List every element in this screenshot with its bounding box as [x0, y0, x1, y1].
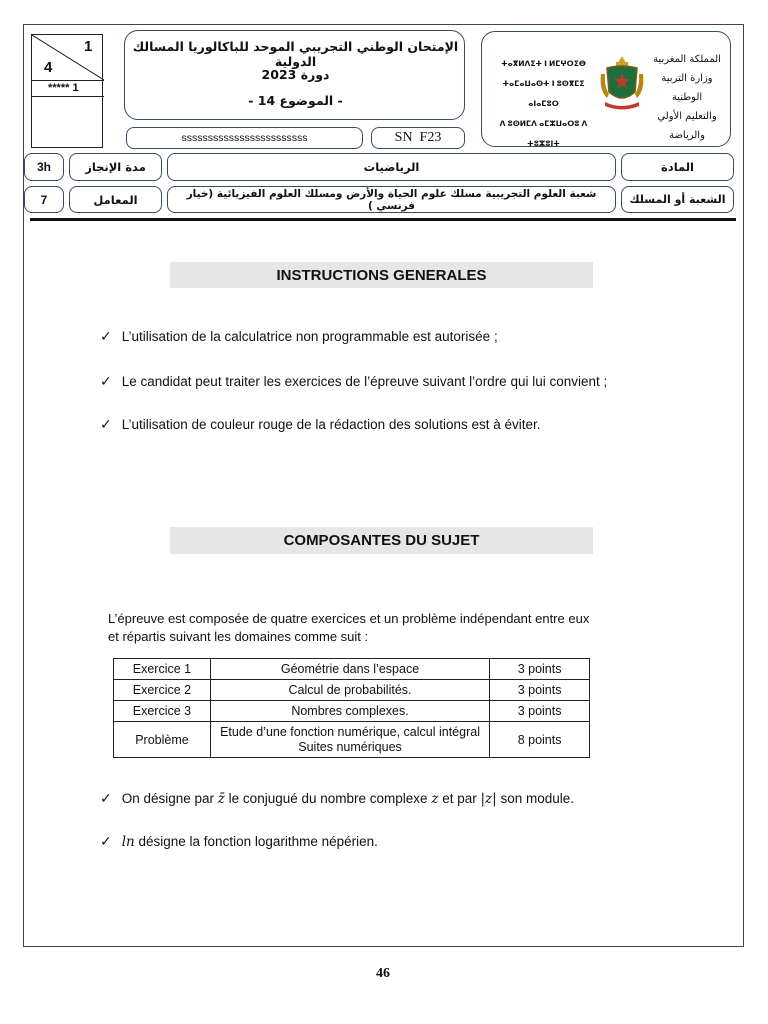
track-value: شعبة العلوم التجريبية مسلك علوم الحياة والأرض ومسلك العلوم الفيزيائية (خيار فرنسي ) [167, 186, 616, 213]
tifinagh-line-2: ⵜⴰⵎⴰⵡⴰⵙⵜ ⵏ ⵓⵙⴳⵎⵉ ⴰⵏⴰⵎⵓⵔ [502, 79, 585, 108]
note-post: désigne la fonction logarithme népérien. [134, 833, 378, 849]
exam-title: الإمتحان الوطني التجريبي الموحد للباكالوريا المسالك الدولية [132, 39, 459, 69]
page-number: 46 [376, 966, 390, 981]
moroccan-emblem [599, 54, 645, 112]
code-field: ssssssssssssssssssssssss [126, 127, 363, 149]
components-title: COMPOSANTES DU SUJET [170, 527, 593, 554]
check-icon: ✓ [100, 416, 112, 432]
coefficient-value: 7 [24, 186, 64, 213]
duration-value: 3h [24, 153, 64, 181]
check-icon: ✓ [100, 833, 112, 849]
note-conjugate [100, 790, 574, 807]
note-post: son module. [496, 790, 574, 806]
subject-label: المادة [621, 153, 734, 181]
page-current: 1 [84, 38, 93, 55]
duration-label: مدة الإنجاز [69, 153, 162, 181]
exercise-domain: Calcul de probabilités. [210, 680, 489, 701]
note-text [122, 791, 574, 807]
ministry-line-2: وزارة التربية الوطنية [661, 73, 713, 103]
exercise-domain: Nombres complexes. [210, 701, 489, 722]
components-table [113, 658, 590, 758]
ministry-line-1: المملكة المغربية [653, 54, 721, 65]
exercise-name: Exercice 1 [114, 659, 211, 680]
check-icon: ✓ [100, 373, 112, 389]
exam-session: دورة 2023 [261, 67, 330, 82]
header-divider [30, 218, 736, 221]
exercise-name: Problème [114, 722, 211, 758]
note-text [122, 834, 378, 850]
note-mid2: et par [438, 790, 481, 806]
zbar-symbol: z̄ [217, 790, 225, 807]
instruction-text: L’utilisation de couleur rouge de la rédaction des solutions est à éviter. [121, 417, 541, 432]
exam-subject-number: - الموضوع 14 - [248, 93, 343, 108]
diagonal-line [32, 35, 104, 80]
table-row [114, 680, 590, 701]
instructions-title: INSTRUCTIONS GENERALES [170, 262, 593, 288]
intro-line-2: et répartis suivant les domaines comme suit : [108, 629, 369, 644]
instruction-item [100, 416, 541, 433]
abs-z-symbol: |z| [480, 790, 497, 807]
page-total: 4 [44, 59, 53, 76]
instruction-item [100, 328, 498, 345]
tifinagh-line-1: ⵜⴰⴳⵍⴷⵉⵜ ⵏ ⵍⵎⵖⵔⵉⴱ [501, 59, 586, 68]
ministry-tifinagh [496, 54, 591, 154]
check-icon: ✓ [100, 790, 112, 806]
page-number-box [31, 34, 103, 148]
instruction-text: Le candidat peut traiter les exercices de l’épreuve suivant l’ordre qui lui convient ; [121, 374, 608, 389]
tifinagh-line-3: ⴷ ⵓⵙⵍⵎⴷ ⴰⵎⵣⵡⴰⵔⵓ ⴷ ⵜⵓⵣⵓⵏⵜ [499, 119, 588, 148]
instruction-item [100, 373, 607, 390]
page-code: ***** 1 [48, 82, 79, 94]
note-pre: On désigne par [121, 790, 218, 806]
table-row [114, 701, 590, 722]
table-row [114, 722, 590, 758]
problem-domain-line-2: Suites numériques [298, 739, 402, 754]
exercise-points: 3 points [490, 659, 590, 680]
ministry-line-3: والتعليم الأولي والرياضة [657, 111, 717, 141]
intro-line-1: L’épreuve est composée de quatre exercices et un problème indépendant entre eux [108, 611, 590, 626]
coefficient-label: المعامل [69, 186, 162, 213]
ministry-arabic [645, 50, 729, 145]
exercise-name: Exercice 3 [114, 701, 211, 722]
subject-value: الرياضيات [167, 153, 616, 181]
note-mid1: le conjugué du nombre complexe [224, 790, 432, 806]
components-intro [108, 610, 589, 646]
z-symbol: z [431, 790, 439, 807]
instruction-text: L’utilisation de la calculatrice non programmable est autorisée ; [121, 329, 498, 344]
check-icon: ✓ [100, 328, 112, 344]
exercise-name: Exercice 2 [114, 680, 211, 701]
exercise-points: 3 points [490, 701, 590, 722]
ministry-box [481, 31, 731, 147]
exam-title-box [124, 30, 465, 120]
exercise-domain [210, 722, 489, 758]
ln-symbol: ln [121, 833, 135, 850]
note-logarithm [100, 833, 378, 850]
exercise-points: 8 points [490, 722, 590, 758]
problem-domain-line-1: Etude d’une fonction numérique, calcul intégral [220, 724, 480, 739]
table-row [114, 659, 590, 680]
exercise-domain: Géométrie dans l’espace [210, 659, 489, 680]
exercise-points: 3 points [490, 680, 590, 701]
code-label: SN F23 [371, 127, 465, 149]
track-label: الشعبة أو المسلك [621, 186, 734, 213]
